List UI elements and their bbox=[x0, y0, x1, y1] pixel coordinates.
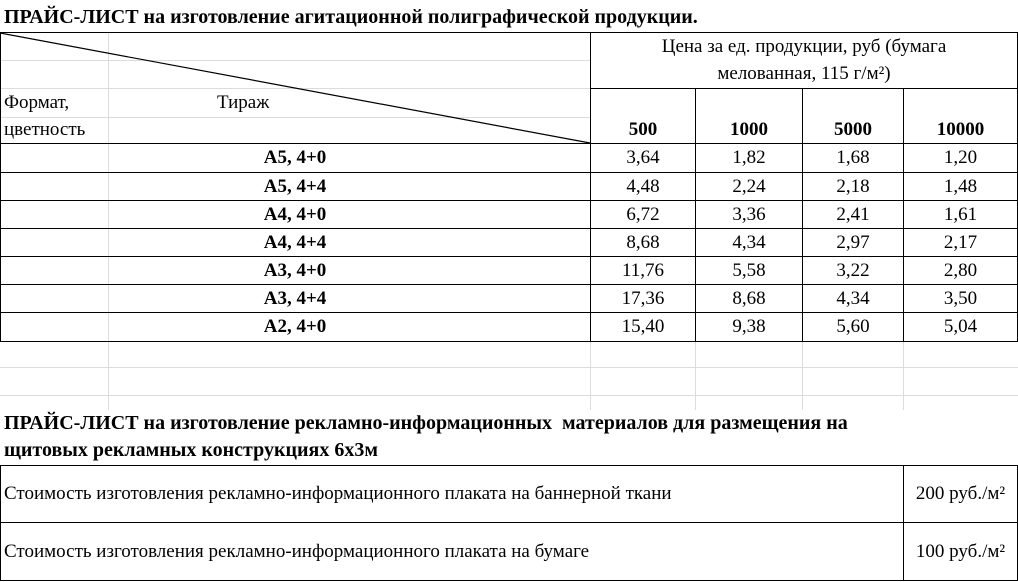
price-cell: 11,76 bbox=[621, 259, 665, 281]
format-cell: А5, 4+0 bbox=[263, 147, 327, 168]
price-cell: 2,17 bbox=[943, 231, 978, 253]
price-cell: 3,64 bbox=[626, 147, 660, 168]
format-header-line2: цветность bbox=[4, 119, 86, 140]
price-cell: 5,58 bbox=[732, 259, 766, 281]
format-cell: А2, 4+0 bbox=[263, 316, 327, 337]
format-header-line1: Формат, bbox=[4, 92, 70, 113]
price-cell: 5,04 bbox=[943, 316, 978, 337]
material-price: 200 руб./м² bbox=[915, 483, 1006, 504]
gridline bbox=[802, 342, 803, 410]
price-cell: 2,24 bbox=[732, 175, 766, 197]
price-cell: 17,36 bbox=[621, 287, 665, 309]
price-cell: 3,36 bbox=[732, 203, 766, 225]
price-cell: 2,97 bbox=[836, 231, 870, 253]
price-cell: 9,38 bbox=[732, 316, 766, 337]
price-cell: 1,68 bbox=[836, 147, 870, 168]
price-cell: 8,68 bbox=[732, 287, 766, 309]
gridline bbox=[590, 342, 591, 410]
table1-bottom-border bbox=[0, 341, 1018, 342]
price-cell: 4,34 bbox=[836, 287, 870, 309]
material-label: Стоимость изготовления рекламно-информационного плаката на баннерной ткани bbox=[4, 483, 672, 504]
format-cell: А4, 4+0 bbox=[263, 203, 327, 225]
price-cell: 4,34 bbox=[732, 231, 766, 253]
tirazh-header: Тираж bbox=[217, 92, 270, 113]
price-cell: 15,40 bbox=[621, 316, 665, 337]
price-cell: 1,48 bbox=[943, 175, 978, 197]
material-price: 100 руб./м² bbox=[915, 540, 1006, 562]
quantity-header: 10000 bbox=[936, 119, 985, 140]
price-cell: 2,80 bbox=[943, 259, 978, 281]
price-cell: 2,41 bbox=[836, 203, 870, 225]
price-cell: 1,61 bbox=[943, 203, 978, 225]
price-cell: 1,82 bbox=[732, 147, 766, 168]
format-cell: А3, 4+4 bbox=[263, 287, 327, 309]
price-header-line1: Цена за ед. продукции, руб (бумага bbox=[661, 36, 947, 57]
section1-title: ПРАЙС-ЛИСТ на изготовление агитационной полиграфической продукции. bbox=[4, 6, 698, 28]
price-cell: 8,68 bbox=[626, 231, 660, 253]
table1-price-subheader-line bbox=[590, 88, 1018, 89]
table2-left-border bbox=[0, 465, 1, 581]
quantity-header: 500 bbox=[628, 119, 658, 140]
gridline bbox=[903, 342, 904, 410]
quantity-header: 1000 bbox=[730, 119, 768, 140]
price-header-line2: мелованная, 115 г/м²) bbox=[717, 63, 891, 84]
price-cell: 5,60 bbox=[836, 316, 870, 337]
price-cell: 3,22 bbox=[836, 259, 870, 281]
material-label: Стоимость изготовления рекламно-информационного плаката на бумаге bbox=[4, 540, 590, 562]
gridline bbox=[0, 395, 1018, 396]
price-cell: 4,48 bbox=[626, 175, 660, 197]
quantity-header: 5000 bbox=[834, 119, 872, 140]
table2-bottom-border bbox=[0, 580, 1018, 581]
section2-title-line1: ПРАЙС-ЛИСТ на изготовление рекламно-информационных материалов для размещения на bbox=[4, 412, 848, 434]
price-cell: 3,50 bbox=[943, 287, 978, 309]
gridline bbox=[108, 342, 109, 410]
format-cell: А3, 4+0 bbox=[263, 259, 327, 281]
price-cell: 2,18 bbox=[836, 175, 870, 197]
header-diagonal-line bbox=[0, 32, 591, 144]
format-cell: А4, 4+4 bbox=[263, 231, 327, 253]
gridline bbox=[0, 367, 1018, 368]
section2-title-line2: щитовых рекламных конструкциях 6х3м bbox=[4, 439, 378, 461]
format-cell: А5, 4+4 bbox=[263, 175, 327, 197]
price-cell: 6,72 bbox=[626, 203, 660, 225]
gridline bbox=[695, 342, 696, 410]
price-cell: 1,20 bbox=[943, 147, 978, 168]
